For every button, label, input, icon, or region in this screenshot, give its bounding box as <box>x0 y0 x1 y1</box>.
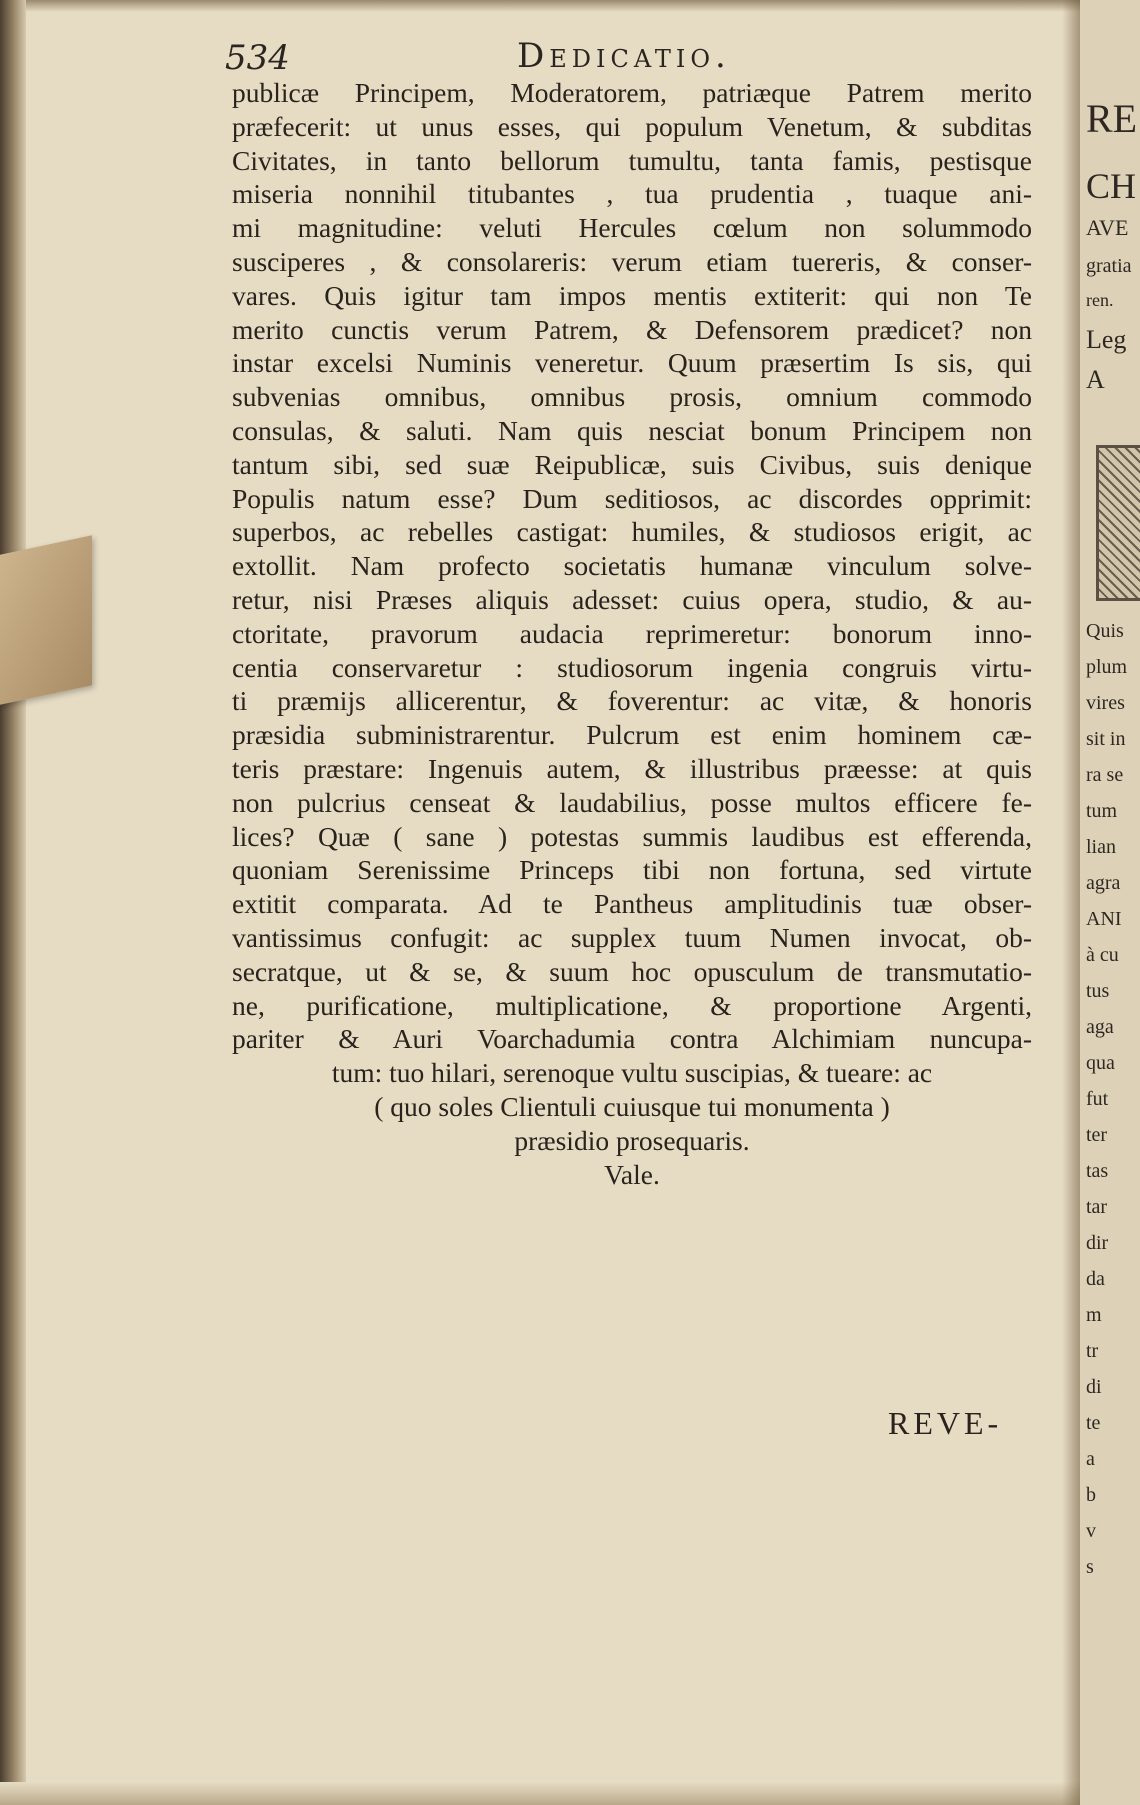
facing-page-fragment: di <box>1086 1376 1102 1398</box>
text-line: extollit. Nam profecto societatis humanæ vinculum solve- <box>232 550 1032 582</box>
text-line: vantissimus confugit: ac supplex tuum Numen invocat, ob- <box>232 921 1032 953</box>
facing-page-fragment: te <box>1086 1412 1101 1434</box>
facing-page-fragment: qua <box>1086 1052 1115 1074</box>
text-line: lices? Quæ ( sane ) potestas summis laudibus est efferenda, <box>232 820 1032 852</box>
facing-page-fragment: AVE <box>1086 215 1129 240</box>
text-line: retur, nisi Præses aliquis adesset: cuius opera, studio, & au- <box>232 583 1032 615</box>
facing-page-fragment: Leg <box>1086 325 1127 354</box>
text-line: instar excelsi Numinis veneretur. Quum præsertim Is sis, qui <box>232 347 1032 379</box>
facing-page-fragment: vires <box>1086 692 1125 714</box>
page-number: 534 <box>225 38 290 78</box>
text-line: teris præstare: Ingenuis autem, & illustribus præesse: at quis <box>232 752 1032 784</box>
gutter-shadow <box>1062 0 1080 1805</box>
facing-page-fragment: a <box>1086 1448 1095 1470</box>
facing-page-fragment: RE <box>1086 96 1138 141</box>
text-line: centia conservaretur : studiosorum ingenia congruis virtu- <box>232 651 1032 683</box>
text-line: miseria nonnihil titubantes , tua prudentia , tuaque ani- <box>232 178 1032 210</box>
facing-page-fragment: tas <box>1086 1160 1109 1182</box>
text-line: tantum sibi, sed suæ Reipublicæ, suis Civibus, suis denique <box>232 448 1032 480</box>
text-line: susciperes , & consolareris: verum etiam tuereris, & conser- <box>232 245 1032 277</box>
book-binding-edge <box>0 0 26 1805</box>
facing-page-fragment: aga <box>1086 1016 1114 1038</box>
facing-page-fragment: v <box>1086 1520 1096 1542</box>
facing-page-fragment: Quis <box>1086 620 1124 642</box>
text-line: merito cunctis verum Patrem, & Defensorem prædicet? non <box>232 313 1032 345</box>
text-line: pariter & Auri Voarchadumia contra Alchimiam nuncupa- <box>232 1023 1032 1055</box>
facing-page-fragment: s <box>1086 1556 1094 1578</box>
text-line: ctoritate, pravorum audacia reprimeretur: bonorum inno- <box>232 617 1032 649</box>
text-line: extitit comparata. Ad te Pantheus amplitudinis tuæ obser- <box>232 888 1032 920</box>
text-line: præsidia subministrarentur. Pulcrum est enim hominem cæ- <box>232 719 1032 751</box>
text-line: præsidio prosequaris. <box>514 1124 750 1156</box>
text-line: superbos, ac rebelles castigat: humiles, & studiosos erigit, ac <box>232 516 1032 548</box>
facing-page-fragment: m <box>1086 1304 1102 1326</box>
facing-page-fragment: sit in <box>1086 728 1126 750</box>
text-line: tum: tuo hilari, serenoque vultu suscipias, & tueare: ac <box>331 1057 933 1089</box>
text-line: Civitates, in tanto bellorum tumultu, tanta famis, pestisque <box>232 144 1032 176</box>
facing-page-fragment: da <box>1086 1268 1105 1290</box>
facing-page-fragment: ter <box>1086 1124 1108 1146</box>
text-line: vares. Quis igitur tam impos mentis extiterit: qui non Te <box>232 279 1032 311</box>
text-line: consulas, & saluti. Nam quis nesciat bonum Principem non <box>232 414 1032 446</box>
facing-page-fragment: lian <box>1086 836 1116 858</box>
text-line: quoniam Serenissime Princeps tibi non fortuna, sed virtute <box>232 854 1032 886</box>
facing-page-fragment: ANI <box>1086 908 1122 930</box>
valediction: Vale. <box>604 1158 660 1190</box>
paper-bookmark-tab <box>0 535 92 705</box>
text-line: publicæ Principem, Moderatorem, patriæque Patrem merito <box>232 77 1032 108</box>
text-line: non pulcrius censeat & laudabilius, posse multos efficere fe- <box>232 786 1032 818</box>
facing-page-fragment: ra se <box>1086 764 1124 786</box>
facing-page-fragment: A <box>1086 365 1105 394</box>
facing-page-fragment: plum <box>1086 656 1128 678</box>
facing-page-fragment: tr <box>1086 1340 1099 1362</box>
page-bottom-edge <box>0 1782 1140 1805</box>
facing-page-fragment: gratia <box>1086 255 1132 277</box>
text-line: secratque, ut & se, & suum hoc opusculum de transmutatio- <box>232 955 1032 987</box>
facing-page-fragment: à cu <box>1086 944 1119 966</box>
facing-page-fragment: agra <box>1086 872 1121 894</box>
ornament-initial-icon <box>1096 445 1140 601</box>
facing-page-fragment: tar <box>1086 1196 1108 1218</box>
text-line: ( quo soles Clientuli cuiusque tui monumenta ) <box>374 1090 890 1122</box>
page-top-edge <box>0 0 1140 12</box>
catchword: REVE- <box>888 1405 1003 1441</box>
text-line: ne, purificatione, multiplicatione, & proportione Argenti, <box>232 989 1032 1021</box>
dedication-text <box>232 76 1032 1191</box>
facing-page-fragment: tum <box>1086 800 1118 822</box>
text-line: Populis natum esse? Dum seditiosos, ac discordes opprimit: <box>232 482 1032 514</box>
facing-page-fragment: fut <box>1086 1088 1109 1110</box>
facing-page-fragment: dir <box>1086 1232 1109 1254</box>
text-line: subvenias omnibus, omnibus prosis, omnium commodo <box>232 381 1032 413</box>
page-header <box>225 30 1045 80</box>
facing-page-edge <box>1080 0 1140 1805</box>
running-title: Dedicatio. <box>517 36 731 76</box>
facing-page-fragment: CH <box>1086 166 1137 206</box>
text-line: ti præmijs allicerentur, & foverentur: ac vitæ, & honoris <box>232 685 1032 717</box>
facing-page-fragment: b <box>1086 1484 1096 1506</box>
text-line: præfecerit: ut unus esses, qui populum Venetum, & subditas <box>232 110 1032 142</box>
facing-page-fragment: tus <box>1086 980 1110 1002</box>
facing-page-fragment: ren. <box>1086 290 1114 310</box>
text-line: mi magnitudine: veluti Hercules cœlum non solummodo <box>232 212 1032 244</box>
